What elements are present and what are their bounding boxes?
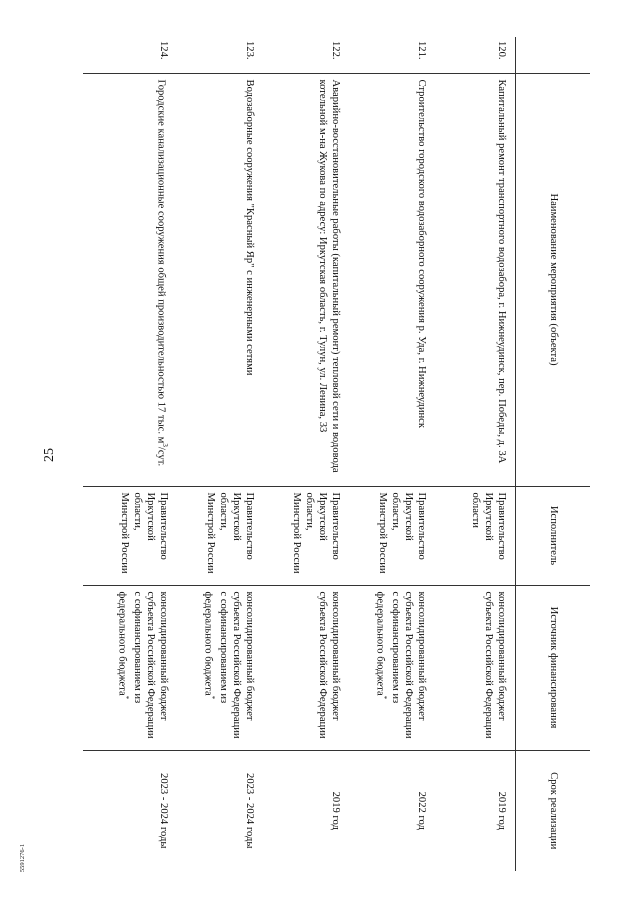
row-name: Строительство городского водозаборного сооружения р. Уда, г. Нижнеудинск xyxy=(341,73,427,486)
row-name-unit: /сут. xyxy=(155,446,167,467)
superscript: 3 xyxy=(161,443,169,447)
table-row xyxy=(255,37,341,871)
row-term: 2019 год xyxy=(255,750,341,871)
row-funding xyxy=(169,585,255,750)
row-term: 2022 год xyxy=(341,750,427,871)
row-executor: Правительство Иркутской области, Минстрой России xyxy=(255,486,341,585)
footnote-mark: * xyxy=(122,695,131,700)
row-funding-text: консолидированный бюджет субъекта Российской Федерации с софинансированием из федерального бюджета xyxy=(374,591,427,739)
table-row xyxy=(83,37,169,871)
document-code: 5591276-1 xyxy=(19,843,26,873)
row-funding-text: консолидированный бюджет субъекта Российской Федерации с софинансированием из федерального бюджета xyxy=(202,591,255,739)
header-number xyxy=(516,37,591,73)
row-number: 120. xyxy=(496,41,507,60)
row-name-text: Городские канализационные сооружения общей производительностью 17 тыс. м xyxy=(155,79,167,444)
row-name: Водозаборные сооружения "Красный Яр" с инженерными сетями xyxy=(169,73,255,486)
measures-table xyxy=(83,37,590,871)
row-executor: Правительство Иркутской области, Минстрой России xyxy=(83,486,169,585)
row-name: Капитальный ремонт транспортного водозабора, г. Нижнеудинск, пер. Победы, д. 3А xyxy=(427,73,516,486)
row-executor: Правительство Иркутской области, Минстрой России xyxy=(341,486,427,585)
row-name: Аварийно-восстановительные работы (капитальный ремонт) тепловой сети и водовода котельной м-на Жукова по адресу: Иркутская область, г. Тулун, ул. Ленина, 33 xyxy=(255,73,341,486)
page-number: 25 xyxy=(42,448,57,462)
row-executor: Правительство Иркутской области xyxy=(427,486,516,585)
row-number: 122. xyxy=(330,41,341,60)
row-term: 2023 - 2024 годы xyxy=(169,750,255,871)
table-row xyxy=(427,37,516,871)
row-funding: консолидированный бюджет субъекта Российской Федерации xyxy=(427,585,516,750)
header-term: Срок реализации xyxy=(516,750,591,871)
row-funding: консолидированный бюджет субъекта Российской Федерации xyxy=(255,585,341,750)
row-executor: Правительство Иркутской области, Минстрой России xyxy=(169,486,255,585)
header-funding: Источник финансирования xyxy=(516,585,591,750)
header-name: Наименование мероприятия (объекта) xyxy=(516,73,591,486)
row-term: 2019 год xyxy=(427,750,516,871)
footnote-mark: * xyxy=(380,695,389,700)
row-number: 124. xyxy=(158,41,169,60)
row-number: 121. xyxy=(416,41,427,60)
row-funding xyxy=(83,585,169,750)
row-funding-text: консолидированный бюджет субъекта Российской Федерации с софинансированием из федерального бюджета xyxy=(116,591,169,739)
row-funding xyxy=(341,585,427,750)
table-row xyxy=(169,37,255,871)
footnote-mark: * xyxy=(208,695,217,700)
table-header-row xyxy=(516,37,591,871)
table-row xyxy=(341,37,427,871)
measures-table-wrapper xyxy=(60,37,590,871)
row-term: 2023 - 2024 годы xyxy=(83,750,169,871)
header-executor: Исполнитель xyxy=(516,486,591,585)
row-number: 123. xyxy=(244,41,255,60)
row-name xyxy=(83,73,169,486)
